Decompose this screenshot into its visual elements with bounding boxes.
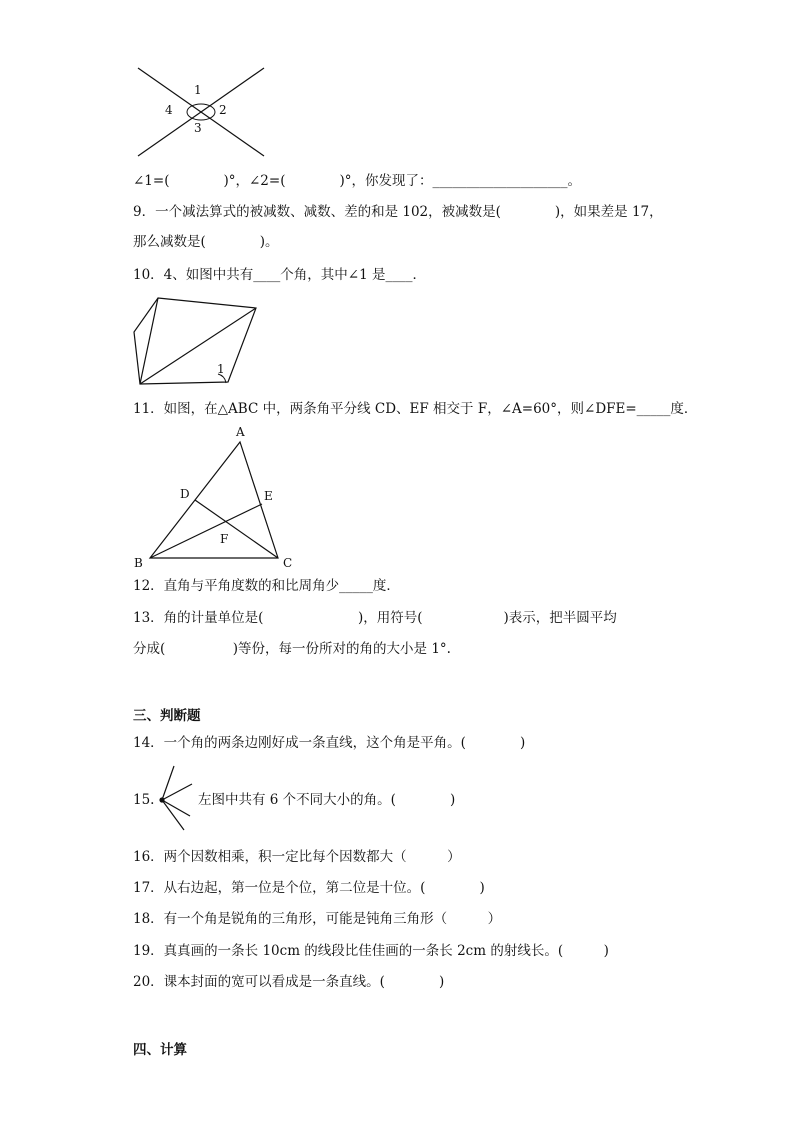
triangle-abc <box>150 442 278 558</box>
angle-label-2: 2 <box>219 103 227 117</box>
q13-line2: 分成( )等份，每一份所对的角的大小是 1°. <box>133 641 451 657</box>
q15-text: 左图中共有 6 个不同大小的角。( ) <box>198 792 456 808</box>
vertex-b-label: B <box>134 556 143 570</box>
ray-4 <box>162 800 184 830</box>
intersecting-lines-figure <box>130 62 270 162</box>
q18-line: 18．有一个角是锐角的三角形，可能是钝角三角形（ ） <box>133 911 502 927</box>
bisector-be <box>150 504 262 558</box>
q20-line: 20．课本封面的宽可以看成是一条直线。( ) <box>133 974 445 990</box>
q11-line: 11．如图，在△ABC 中，两条角平分线 CD、EF 相交于 F，∠A=60°，则∠DFE=_____度． <box>133 401 698 417</box>
section3-title: 三、判断题 <box>133 708 201 724</box>
q10-line: 10．4、如图中共有____个角，其中∠1 是____． <box>133 267 426 283</box>
bisector-cd <box>195 500 278 558</box>
vertex-c-label: C <box>283 556 293 570</box>
angle-1-label: 1 <box>217 362 225 376</box>
ray-3 <box>162 800 190 816</box>
point-f-label: F <box>220 532 229 546</box>
q12-line: 12．直角与平角度数的和比周角少_____度． <box>133 578 400 594</box>
angle-label-4: 4 <box>165 103 173 117</box>
point-d-label: D <box>180 487 190 501</box>
q8-line: ∠1=( )°，∠2=( )°，你发现了：____________________。 <box>133 173 581 189</box>
q14-line: 14．一个角的两条边刚好成一条直线，这个角是平角。( ) <box>133 735 526 751</box>
q9-line2: 那么减数是( )。 <box>133 234 279 250</box>
section4-title: 四、计算 <box>133 1042 187 1058</box>
quadrilateral-figure <box>130 292 260 392</box>
q19-line: 19．真真画的一条长 10cm 的线段比佳佳画的一条长 2cm 的射线长。( ) <box>133 943 609 959</box>
q17-line: 17．从右边起，第一位是个位，第二位是十位。( ) <box>133 880 485 896</box>
q13-line1: 13．角的计量单位是( )，用符号( )表示，把半圆平均 <box>133 610 617 626</box>
diagonal-two <box>140 308 256 384</box>
angle-label-1: 1 <box>194 83 202 97</box>
rays-figure <box>156 762 196 834</box>
vertex-a-label: A <box>236 425 245 439</box>
q15-number: 15. <box>133 792 155 808</box>
angle-label-3: 3 <box>194 121 202 135</box>
triangle-abc-figure <box>130 422 300 572</box>
q9-line1: 9．一个减法算式的被减数、减数、差的和是 102，被减数是( )，如果差是 17， <box>133 204 663 220</box>
q16-line: 16．两个因数相乘，积一定比每个因数都大（ ） <box>133 849 461 865</box>
quadrilateral-outline <box>134 298 256 384</box>
point-e-label: E <box>264 489 273 503</box>
